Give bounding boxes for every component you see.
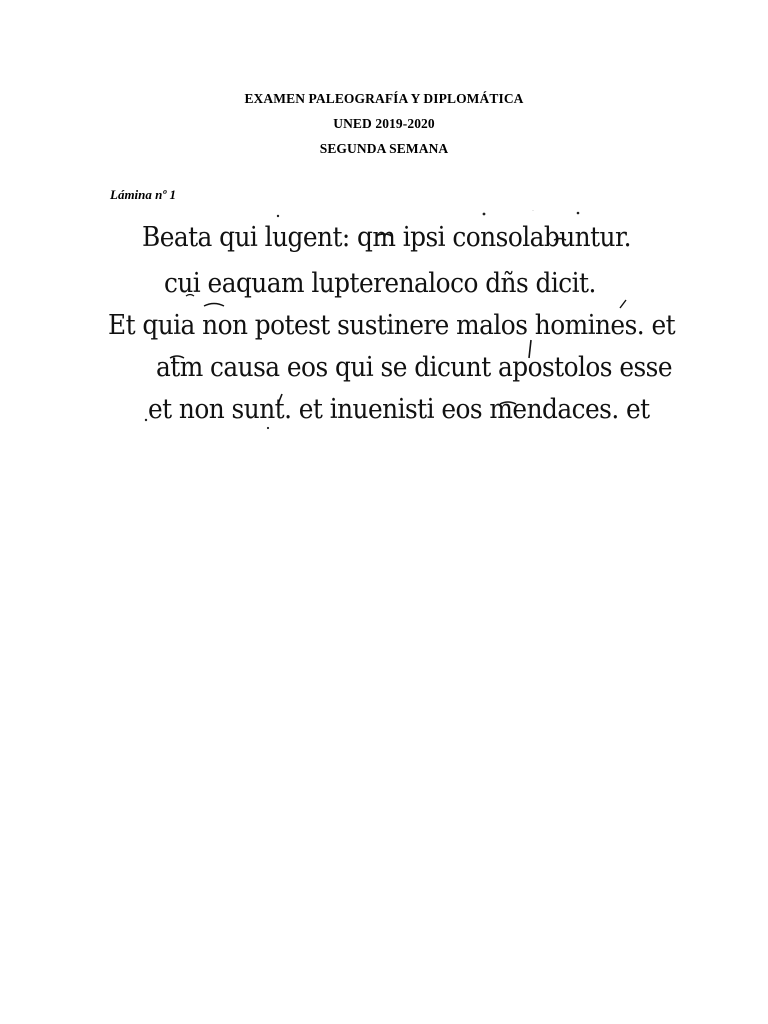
manuscript-image — [108, 210, 676, 435]
exam-week: SEGUNDA SEMANA — [319, 141, 449, 156]
manuscript-line-1: Beata qui lugent: qm ipsi consolabuntur. — [142, 222, 631, 253]
manuscript-line-3: Et quia non potest sustinere malos homines. et — [108, 310, 676, 341]
plate-label: Lámina nº 1 — [110, 187, 177, 202]
exam-title: EXAMEN PALEOGRAFÍA Y DIPLOMÁTICA — [244, 91, 524, 106]
exam-header — [0, 86, 768, 161]
manuscript-line-2: cui eaquam lupterenaloco dñs dicit. — [164, 268, 596, 299]
manuscript-line-5: et non sunt. et inuenisti eos mendaces. et — [148, 394, 650, 425]
manuscript-line-4: atm causa eos qui se dicunt apostolos esse — [156, 352, 673, 383]
institution-year: UNED 2019-2020 — [333, 116, 435, 131]
